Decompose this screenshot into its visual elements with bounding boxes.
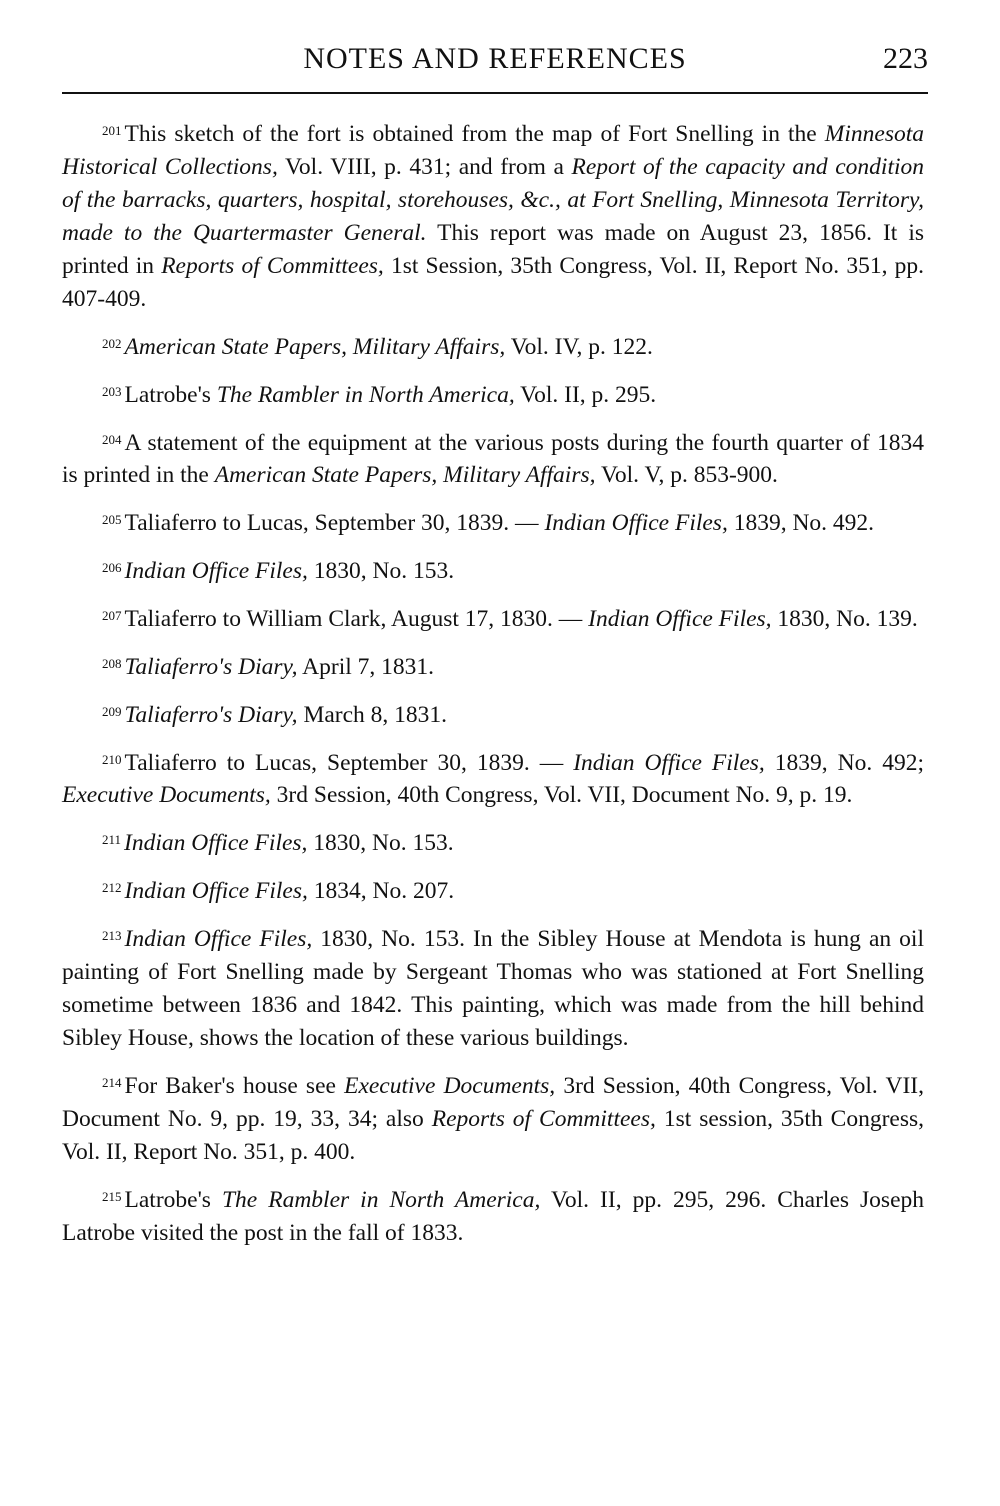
note-citation-title: Indian Office Files, (124, 925, 313, 952)
note-number: 213 (102, 928, 122, 944)
note-citation-title: Indian Office Files, (124, 878, 308, 905)
note-text: For Baker's house see (124, 1072, 345, 1099)
note-citation-title: Executive Documents, (62, 782, 271, 809)
page-number: 223 (883, 42, 928, 75)
note-citation-title: Indian Office Files, (573, 749, 765, 776)
note-214 (62, 1066, 924, 1169)
note-203 (62, 375, 924, 412)
note-number: 215 (102, 1188, 122, 1204)
note-text: 1st Session, 35th Congress, Vol. II, Report No. 351, pp. 407-409. (62, 252, 925, 312)
note-citation-title: The Rambler in North America, (216, 381, 515, 408)
note-206 (62, 551, 924, 588)
note-204 (62, 423, 924, 493)
note-text: This sketch of the fort is obtained from the map of Fort Snelling in the (124, 120, 825, 147)
note-text: 1830, No. 153. (307, 830, 454, 857)
note-text: 3rd Session, 40th Congress, Vol. VII, Document No. 9, pp. 19, 33, 34; also (62, 1072, 924, 1132)
note-number: 210 (102, 751, 122, 767)
note-number: 211 (102, 832, 122, 848)
note-number: 209 (102, 703, 122, 719)
note-text: Vol. II, p. 295. (514, 381, 657, 408)
note-number: 207 (102, 608, 122, 624)
note-text: 1839, No. 492. (727, 510, 875, 537)
note-text: Vol. IV, p. 122. (505, 333, 653, 360)
note-citation-title: American State Papers, Military Affairs, (124, 333, 506, 360)
note-citation-title: Indian Office Files, (124, 830, 308, 857)
note-text: Taliaferro to Lucas, September 30, 1839. — (124, 510, 545, 537)
note-citation-title: Indian Office Files, (124, 558, 308, 585)
note-202 (62, 327, 924, 364)
note-text: Latrobe's (124, 1186, 222, 1213)
note-number: 203 (102, 383, 122, 399)
note-text: 1st session, 35th Congress, Vol. II, Report No. 351, p. 400. (62, 1105, 925, 1165)
note-215 (62, 1180, 924, 1250)
note-213 (62, 919, 924, 1055)
note-citation-title: Reports of Committees, (161, 252, 384, 279)
note-text: A statement of the equipment at the various posts during the fourth quarter of 1834 is printed in the (62, 429, 924, 489)
running-title: NOTES AND REFERENCES (303, 42, 687, 75)
note-text: Vol. II, pp. 295, 296. Charles Joseph Latrobe visited the post in the fall of 1833. (62, 1186, 924, 1246)
note-text: 1834, No. 207. (307, 878, 455, 905)
note-citation-title: American State Papers, Military Affairs, (214, 462, 596, 489)
note-text: Vol. V, p. 853-900. (595, 462, 778, 489)
note-citation-title: Report of the capacity and condition of the barracks, quarters, hospital, storehouses, &c., at Fort Snelling, Minnesota Territory, made to the Quartermaster General. (62, 153, 924, 246)
note-citation-title: Indian Office Files, (588, 605, 772, 632)
note-number: 214 (102, 1074, 122, 1090)
note-number: 202 (102, 335, 122, 351)
notes-list (62, 114, 924, 1261)
note-number: 204 (102, 431, 122, 447)
note-citation-title: Taliaferro's Diary, (124, 701, 298, 728)
note-209 (62, 695, 924, 732)
note-text: This report was made on August 23, 1856. It is printed in (62, 219, 925, 279)
note-text: 1830, No. 139. (771, 605, 918, 632)
note-citation-title: Executive Documents, (344, 1072, 556, 1099)
note-citation-title: Minnesota Historical Collections, (62, 120, 924, 180)
note-citation-title: The Rambler in North America, (221, 1186, 541, 1213)
note-211 (62, 823, 924, 860)
note-number: 208 (102, 655, 122, 671)
note-207 (62, 599, 924, 636)
note-208 (62, 647, 924, 684)
note-text: Taliaferro to Lucas, September 30, 1839. — (124, 749, 574, 776)
note-205 (62, 503, 924, 540)
note-text: April 7, 1831. (297, 653, 434, 680)
note-number: 206 (102, 560, 122, 576)
note-text: 3rd Session, 40th Congress, Vol. VII, Document No. 9, p. 19. (270, 782, 853, 809)
note-text: 1839, No. 492; (764, 749, 924, 776)
note-citation-title: Taliaferro's Diary, (124, 653, 298, 680)
note-number: 212 (102, 880, 122, 896)
note-text: March 8, 1831. (297, 701, 448, 728)
note-text: Vol. VIII, p. 431; and from a (277, 153, 572, 180)
note-citation-title: Reports of Committees, (431, 1105, 656, 1132)
note-212 (62, 871, 924, 908)
note-text: 1830, No. 153. (307, 558, 455, 585)
note-201 (62, 114, 924, 316)
header-rule (62, 92, 928, 94)
note-number: 201 (102, 123, 122, 138)
note-number: 205 (102, 512, 122, 528)
note-text: 1830, No. 153. In the Sibley House at Mendota is hung an oil painting of Fort Snelling made by Sergeant Thomas who was stationed at Fort Snelling sometime between 1836 and 1842. This painting, which was made from the hill behind Sibley House, shows the location of these various buildings. (62, 925, 924, 1051)
note-text: Taliaferro to William Clark, August 17, 1830. — (124, 605, 589, 632)
note-text: Latrobe's (124, 381, 217, 408)
note-210 (62, 743, 924, 813)
note-citation-title: Indian Office Files, (544, 510, 728, 537)
running-header (62, 38, 928, 80)
